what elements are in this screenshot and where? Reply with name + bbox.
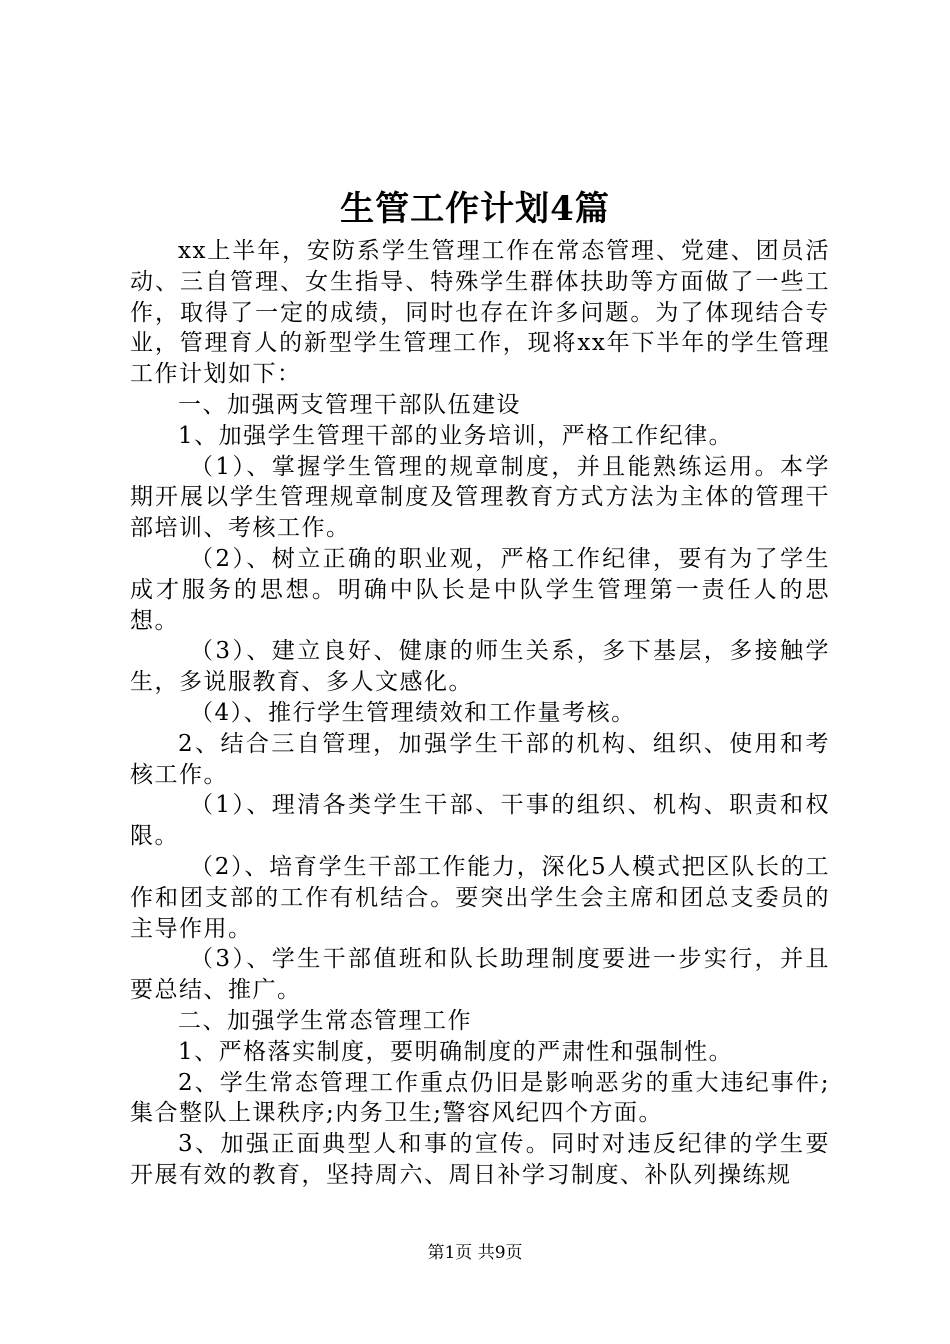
paragraph-2-2: 2、学生常态管理工作重点仍旧是影响恶劣的重大违纪事件;集合整队上课秩序;内务卫生;警容风纪四个方面。 [130,1069,830,1127]
page-footer: 第1页 共9页 [427,1243,523,1263]
paragraph-1-2-2: （2）、培育学生干部工作能力，深化5人模式把区队长的工作和团支部的工作有机结合。要突出学生会主席和团总支委员的主导作用。 [130,853,830,942]
paragraph-1-1: 1、加强学生管理干部的业务培训，严格工作纪律。 [178,422,734,449]
paragraph-2-1: 1、严格落实制度，要明确制度的严肃性和强制性。 [178,1038,734,1065]
document-body [130,236,830,1191]
paragraph-intro: xx上半年，安防系学生管理工作在常态管理、党建、团员活动、三自管理、女生指导、特殊学生群体扶助等方面做了一些工作，取得了一定的成绩，同时也存在许多问题。为了体现结合专业，管理育人的新型学生管理工作，现将xx年下半年的学生管理工作计划如下： [130,238,830,388]
paragraph-1-1-3: （3）、建立良好、健康的师生关系，多下基层，多接触学生，多说服教育、多人文感化。 [130,638,830,696]
heading-section-2: 二、加强学生常态管理工作 [178,1007,472,1034]
paragraph-1-2-3: （3）、学生干部值班和队长助理制度要进一步实行，并且要总结、推广。 [130,946,830,1004]
paragraph-2-3: 3、加强正面典型人和事的宣传。同时对违反纪律的学生要开展有效的教育，坚持周六、周日补学习制度、补队列操练规 [130,1131,830,1188]
paragraph-1-1-1: （1）、掌握学生管理的规章制度，并且能熟练运用。本学期开展以学生管理规章制度及管理教育方式方法为主体的管理干部培训、考核工作。 [130,453,830,542]
paragraph-1-1-4: （4）、推行学生管理绩效和工作量考核。 [190,699,636,726]
document-title: 生管工作计划4篇 [340,189,610,229]
paragraph-1-2-1: （1）、理清各类学生干部、干事的组织、机构、职责和权限。 [130,792,830,850]
paragraph-1-1-2: （2）、树立正确的职业观，严格工作纪律，要有为了学生成才服务的思想。明确中队长是中队学生管理第一责任人的思想。 [130,545,830,634]
paragraph-1-2: 2、结合三自管理，加强学生干部的机构、组织、使用和考核工作。 [130,730,830,788]
heading-section-1: 一、加强两支管理干部队伍建设 [178,391,521,418]
